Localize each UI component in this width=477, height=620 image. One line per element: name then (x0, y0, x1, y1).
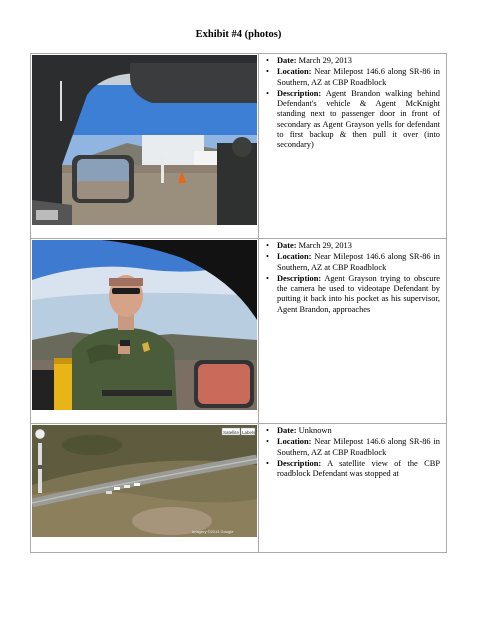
list-item: • Description: Agent Grayson trying to obscure the camera he used to videotape Defendant by putting it back into his pocket as his supervisor, Agent Brandon, approaches (277, 274, 440, 315)
list-item: • Description: Agent Brandon walking behind Defendant's vehicle & Agent McKnight standing next to passenger door in front of secondary as Agent Grayson yells for defendant to first backup & then pull it over (into secondary) (277, 89, 440, 151)
list-item: • Location: Near Milepost 146.6 along SR-86 in Southern, AZ at CBP Roadblock (277, 437, 440, 458)
list-item: • Date: March 29, 2013 (277, 56, 440, 66)
list-item: • Location: Near Milepost 146.6 along SR-86 in Southern, AZ at CBP Roadblock (277, 252, 440, 273)
list-item: • Location: Near Milepost 146.6 along SR-86 in Southern, AZ at CBP Roadblock (277, 67, 440, 88)
list-item: • Date: Unknown (277, 426, 440, 436)
exhibit-table (30, 53, 447, 553)
table-row (31, 424, 447, 553)
list-item: • Description: A satellite view of the CBP roadblock Defendant was stopped at (277, 459, 440, 480)
photo-details-list (265, 241, 440, 315)
photo-roadblock-car-window (32, 55, 257, 225)
photo-details-list (265, 56, 440, 150)
photo-details-list (265, 426, 440, 479)
map-credit: Imagery ©2013 Google (192, 529, 234, 534)
page-title: Exhibit #4 (photos) (195, 29, 282, 40)
table-row (31, 54, 447, 239)
list-item: • Date: March 29, 2013 (277, 241, 440, 251)
map-satellite-button[interactable]: Satellite (223, 430, 240, 435)
map-labels-button[interactable]: Labels (242, 430, 256, 435)
table-row (31, 239, 447, 424)
photo-satellite-map (32, 425, 257, 537)
photo-agent-grayson (32, 240, 257, 410)
